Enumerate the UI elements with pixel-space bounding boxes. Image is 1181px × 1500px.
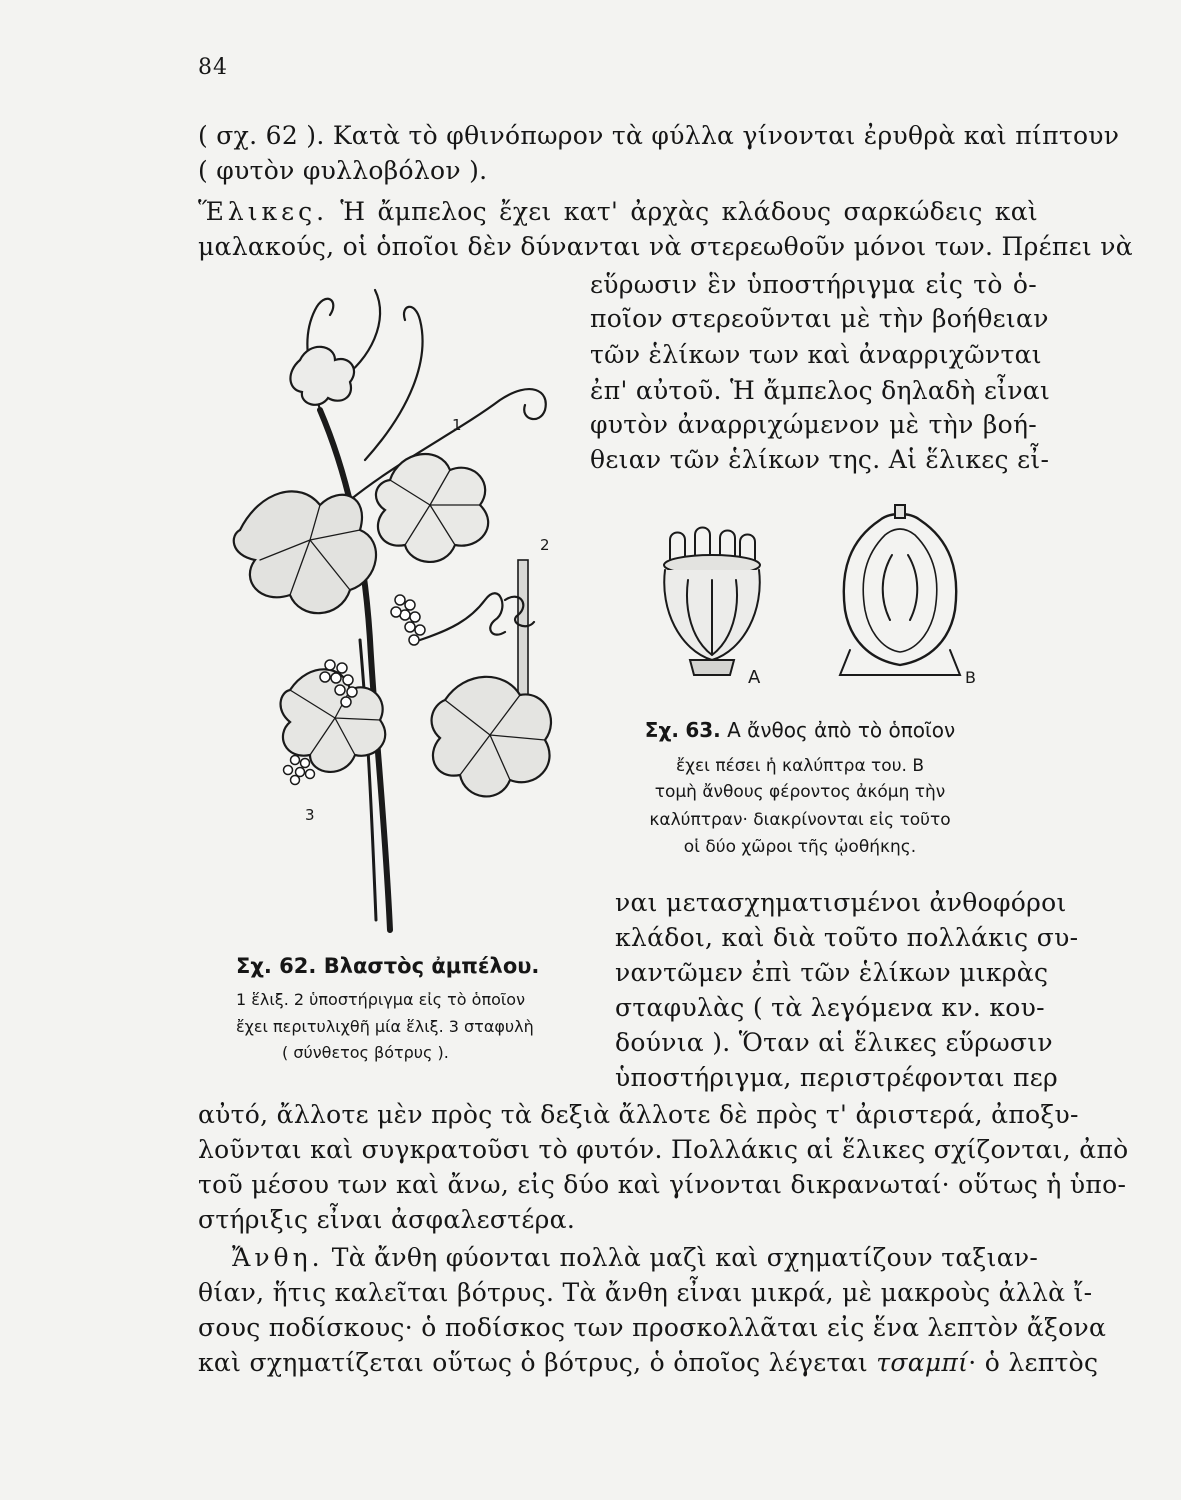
- text-line: φυτὸν ἀναρριχώμενον μὲ τὴν βοή-: [590, 410, 1037, 439]
- text-line: σους ποδίσκους· ὁ ποδίσκος των προσκολλᾶται εἰς ἕνα λεπτὸν ἄξονα: [198, 1313, 1107, 1342]
- figure-63-caption-line: [610, 718, 990, 742]
- text-line: δούνια ). Ὅταν αἱ ἕλικες εὕρωσιν: [615, 1028, 1053, 1057]
- text-line: ποῖον στερεοῦνται μὲ τὴν βοήθειαν: [590, 304, 1049, 333]
- figure-63-caption-line: τομὴ ἄνθους φέροντος ἀκόμη τὴν: [654, 782, 946, 802]
- figure-62-caption-title: Σχ. 62. Βλαστὸς ἀμπέλου.: [236, 954, 540, 978]
- figure-62-grapevine-illustration: [200, 260, 590, 940]
- figure-62-caption-line: ( σύνθετος βότρυς ).: [282, 1043, 449, 1062]
- figure-63-caption-prefix: Σχ.: [644, 718, 679, 742]
- section-heading-flowers: Ἄνθη.: [232, 1243, 324, 1272]
- text-line: τοῦ μέσου των καὶ ἄνω, εἰς δύο καὶ γίνονται δικρανωταί· οὕτως ἡ ὑπο-: [198, 1170, 1127, 1199]
- page-number: 84: [198, 55, 228, 80]
- figure-63-caption-line: καλύπτραν· διακρίνονται εἰς τοῦτο: [649, 810, 951, 830]
- text-line: θειαν τῶν ἑλίκων της. Αἱ ἕλικες εἶ-: [590, 445, 1050, 474]
- text-line: ἐπ' αὐτοῦ. Ἡ ἄμπελος δηλαδὴ εἶναι: [590, 376, 1051, 405]
- text-line: τῶν ἑλίκων των καὶ ἀναρριχῶνται: [590, 340, 1042, 369]
- figure-63-caption-text: A ἄνθος ἀπὸ τὸ ὁποῖον: [727, 718, 956, 742]
- figure-62-caption-line: ἔχει περιτυλιχθῆ μία ἕλιξ. 3 σταφυλὴ: [236, 1017, 534, 1036]
- text-line: ναντῶμεν ἐπὶ τῶν ἑλίκων μικρὰς: [615, 958, 1049, 987]
- italic-term: τσαμπί: [876, 1348, 969, 1377]
- text-line: σταφυλὰς ( τὰ λεγόμενα κν. κου-: [615, 993, 1045, 1022]
- figure-63-caption-line: ἔχει πέσει ἡ καλύπτρα του. B: [675, 756, 924, 776]
- figure-63-caption-line: οἱ δύο χῶροι τῆς ᾠοθήκης.: [683, 837, 917, 857]
- text-run: Τὰ ἄνθη φύονται πολλὰ μαζὶ καὶ σχηματίζουν ταξιαν-: [331, 1243, 1039, 1272]
- figure-62-label-1: 1: [452, 416, 462, 434]
- figure-63-label-a: A: [748, 667, 761, 688]
- text-line: [198, 195, 1038, 229]
- text-line: ναι μετασχηματισμένοι ἀνθοφόροι: [615, 888, 1067, 917]
- figure-62-caption-line: 1 ἕλιξ. 2 ὑποστήριγμα εἰς τὸ ὁποῖον: [236, 990, 525, 1009]
- text-line: μαλακούς, οἱ ὁποῖοι δὲν δύνανται νὰ στερεωθοῦν μόνοι των. Πρέπει νὰ: [198, 232, 1133, 261]
- section-heading-helix: Ἕλικες.: [198, 197, 329, 226]
- text-line: [232, 1241, 1038, 1275]
- text-line: θίαν, ἥτις καλεῖται βότρυς. Τὰ ἄνθη εἶναι μικρά, μὲ μακροὺς ἀλλὰ ἴ-: [198, 1278, 1093, 1307]
- figure-62-label-3: 3: [305, 806, 315, 824]
- figure-63-label-b: B: [965, 668, 976, 687]
- text-line: λοῦνται καὶ συγκρατοῦσι τὸ φυτόν. Πολλάκις αἱ ἕλικες σχίζονται, ἀπὸ: [198, 1135, 1129, 1164]
- text-run: Ἡ ἄμπελος ἔχει κατ' ἀρχὰς κλάδους σαρκώδεις καὶ: [340, 197, 1039, 226]
- text-run: καὶ σχηματίζεται οὕτως ὁ βότρυς, ὁ ὁποῖος λέγεται: [198, 1348, 868, 1377]
- text-line: εὕρωσιν ἓν ὑποστήριγμα εἰς τὸ ὁ-: [590, 270, 1037, 299]
- text-line: ( σχ. 62 ). Κατὰ τὸ φθινόπωρον τὰ φύλλα γίνονται ἐρυθρὰ καὶ πίπτουν: [198, 121, 1120, 150]
- figure-63-caption-number: 63.: [685, 718, 721, 742]
- text-line: κλάδοι, καὶ διὰ τοῦτο πολλάκις συ-: [615, 923, 1079, 952]
- text-line: ὑποστήριγμα, περιστρέφονται περ: [615, 1063, 1059, 1092]
- text-run: · ὁ λεπτὸς: [968, 1348, 1099, 1377]
- figure-63-flower-illustration: [640, 500, 990, 690]
- text-line: [198, 1346, 1099, 1380]
- text-line: στήριξις εἶναι ἀσφαλεστέρα.: [198, 1205, 576, 1234]
- text-line: ( φυτὸν φυλλοβόλον ).: [198, 156, 488, 185]
- text-line: αὐτό, ἄλλοτε μὲν πρὸς τὰ δεξιὰ ἄλλοτε δὲ πρὸς τ' ἀριστερά, ἀποξυ-: [198, 1100, 1079, 1129]
- figure-62-label-2: 2: [540, 536, 550, 554]
